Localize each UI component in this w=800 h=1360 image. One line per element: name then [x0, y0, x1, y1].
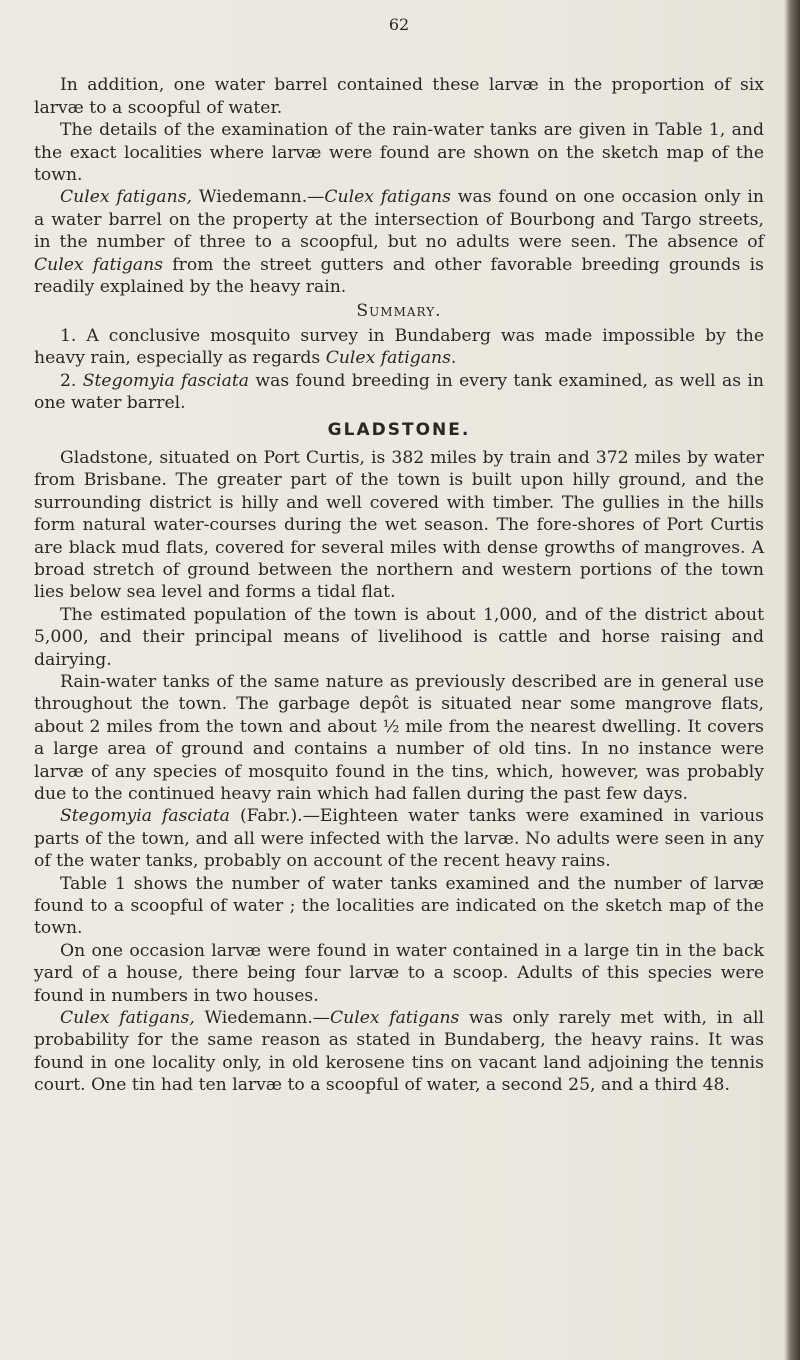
- author-text: Wiedemann.—: [192, 187, 325, 208]
- paragraph: Rain-water tanks of the same nature as previously described are in general use throughout the town. The garbage depôt is situated near some mangrove flats, about 2 miles from the town and about ½ mile from the nearest dwelling. It covers a large area of ground and contains a number of old tins. In no instance were larvæ of any species of mosquito found in the tins, which, however, was probably due to the continued heavy rain which had fallen during the past few days.: [34, 671, 764, 804]
- species-name: Stegomyia fasciata: [82, 370, 250, 391]
- species-name: Culex fatigans: [330, 1008, 460, 1029]
- paragraph-text: was found on one occasion only in a water barrel on the property at the intersection of Bourbong and Targo streets, in the number of three to a scoopful, but no adults were seen. The absence of: [34, 187, 764, 253]
- paragraph-text: was only rarely met with, in all probability for the same reason as stated in Bundaberg, the heavy rains. It was found in one locality only, in old kerosene tins on vacant land adjoining the tennis court. One tin had ten larvæ to a scoopful of water, a second 25, and a third 48.: [34, 1008, 764, 1096]
- species-name: Stegomyia fasciata: [60, 806, 230, 827]
- summary-end: .: [450, 348, 457, 369]
- paragraph: In addition, one water barrel contained these larvæ in the proportion of six larvæ to a scoopful of water.: [34, 75, 764, 118]
- summary-heading: Summary.: [356, 301, 442, 322]
- author-text: Wiedemann.—: [194, 1008, 330, 1029]
- culex-paragraph-2: [34, 1007, 764, 1097]
- species-name: Culex fatigans: [34, 254, 163, 275]
- page-edge-shadow: [784, 0, 800, 1360]
- species-name: Culex fatigans,: [60, 187, 193, 208]
- paragraph-text: (Fabr.).—Eighteen water tanks were examined in various parts of the town, and all were infected with the larvæ. No adults were seen in any of the water tanks, probably on account of the recent heavy rains.: [34, 806, 764, 872]
- page-number: 62: [388, 15, 410, 34]
- summary-text: was found breeding in every tank examined, as well as in one water barrel.: [34, 370, 764, 414]
- summary-text: 1. A conclusive mosquito survey in Bundaberg was made impossible by the heavy rain, especially as regards: [34, 325, 764, 369]
- paragraph: Table 1 shows the number of water tanks examined and the number of larvæ found to a scoopful of water ; the localities are indicated on the sketch map of the town.: [34, 873, 764, 939]
- culex-paragraph-1: [34, 186, 764, 298]
- paragraph-text: from the street gutters and other favorable breeding grounds is readily explained by the heavy rain.: [34, 254, 764, 298]
- summary-item-2: [34, 370, 764, 415]
- section-heading: GLADSTONE.: [327, 419, 471, 440]
- species-name: Culex fatigans: [324, 187, 451, 208]
- summary-num: 2.: [60, 370, 83, 391]
- paragraph: On one occasion larvæ were found in water contained in a large tin in the back yard of a house, there being four larvæ to a scoop. Adults of this species were found in numbers in two houses.: [34, 940, 764, 1006]
- paragraph: Gladstone, situated on Port Curtis, is 382 miles by train and 372 miles by water from Brisbane. The greater part of the town is built upon hilly ground, and the surrounding district is hilly and well covered with timber. The gullies in the hills form natural water-courses during the wet season. The fore-shores of Port Curtis are black mud flats, covered for several miles with dense growths of mangroves. A broad stretch of ground between the northern and western portions of the town lies below sea level and forms a tidal flat.: [34, 447, 764, 603]
- stegomyia-paragraph: [34, 805, 764, 872]
- page-content: [34, 14, 764, 1097]
- species-name: Culex fatigans: [325, 348, 451, 369]
- paragraph: The details of the examination of the rain-water tanks are given in Table 1, and the exact localities where larvæ were found are shown on the sketch map of the town.: [34, 120, 764, 186]
- species-name: Culex fatigans,: [60, 1008, 195, 1029]
- paragraph: The estimated population of the town is about 1,000, and of the district about 5,000, and their principal means of livelihood is cattle and horse raising and dairying.: [34, 604, 764, 670]
- summary-item-1: [34, 325, 764, 370]
